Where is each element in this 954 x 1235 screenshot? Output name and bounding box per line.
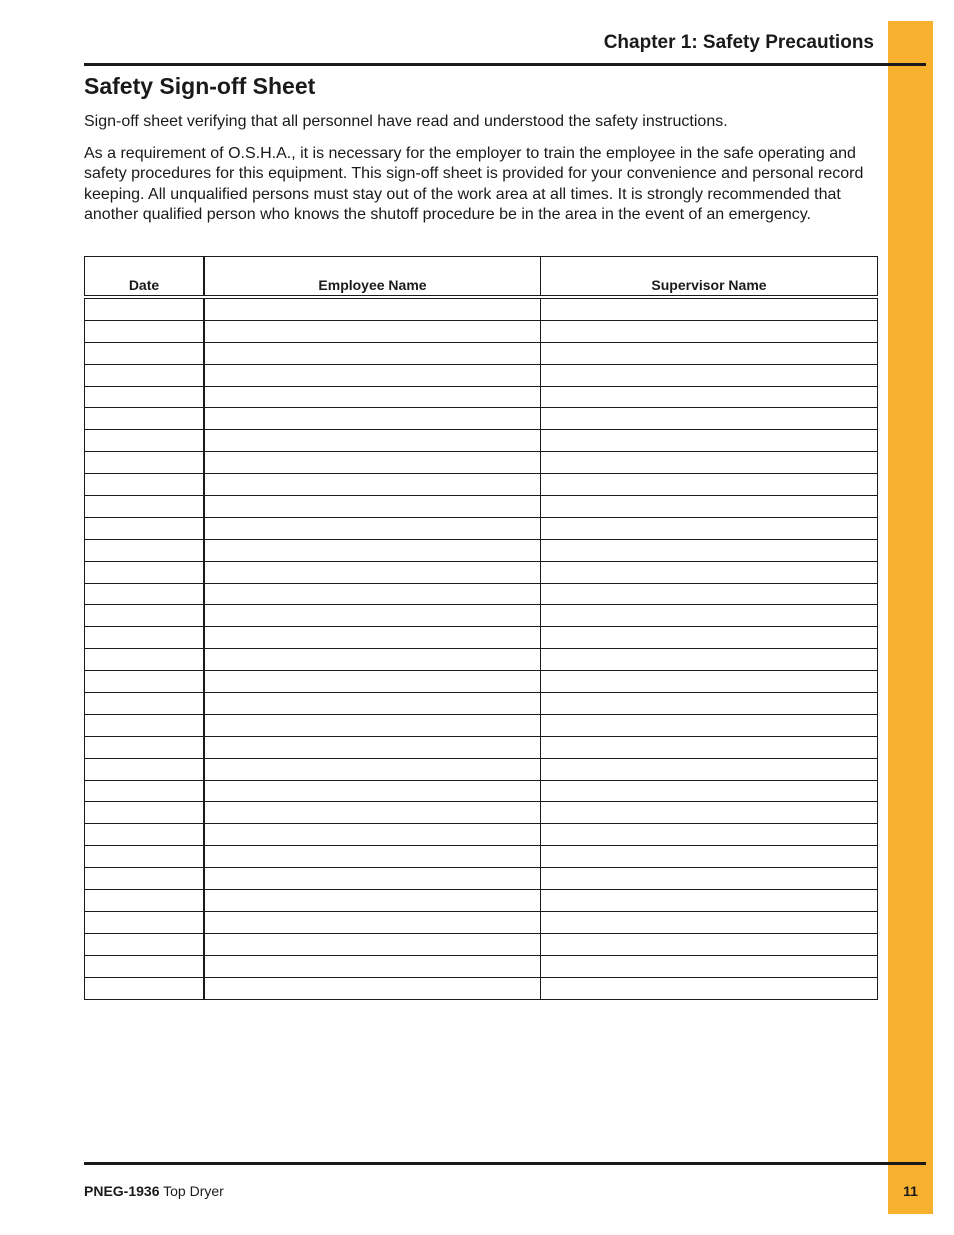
- supervisor-name-cell: [541, 561, 878, 583]
- date-cell: [85, 342, 205, 364]
- table-row: [85, 846, 878, 868]
- date-cell: [85, 671, 205, 693]
- employee-name-cell: [204, 693, 541, 715]
- supervisor-name-cell: [541, 320, 878, 342]
- table-row: [85, 452, 878, 474]
- supervisor-name-cell: [541, 517, 878, 539]
- employee-name-cell: [204, 408, 541, 430]
- employee-name-cell: [204, 868, 541, 890]
- footer-rule: [84, 1162, 926, 1165]
- date-cell: [85, 561, 205, 583]
- date-cell: [85, 802, 205, 824]
- table-row: [85, 561, 878, 583]
- employee-name-cell: [204, 627, 541, 649]
- intro-paragraph: Sign-off sheet verifying that all personnel have read and understood the safety instructions.: [84, 113, 728, 130]
- employee-name-cell: [204, 496, 541, 518]
- date-cell: [85, 824, 205, 846]
- table-row: [85, 802, 878, 824]
- table-row: [85, 605, 878, 627]
- date-cell: [85, 430, 205, 452]
- supervisor-name-cell: [541, 474, 878, 496]
- employee-name-cell: [204, 430, 541, 452]
- supervisor-name-cell: [541, 846, 878, 868]
- table-row: [85, 693, 878, 715]
- supervisor-name-cell: [541, 824, 878, 846]
- date-cell: [85, 714, 205, 736]
- table-row: [85, 496, 878, 518]
- footer-doc-code: PNEG-1936: [84, 1183, 160, 1199]
- employee-name-cell: [204, 649, 541, 671]
- column-header-employee-name: Employee Name: [204, 257, 541, 298]
- table-row: [85, 736, 878, 758]
- employee-name-cell: [204, 846, 541, 868]
- table-header-row: [85, 257, 878, 298]
- table-row: [85, 430, 878, 452]
- supervisor-name-cell: [541, 758, 878, 780]
- date-cell: [85, 496, 205, 518]
- date-cell: [85, 408, 205, 430]
- table-row: [85, 627, 878, 649]
- date-cell: [85, 977, 205, 999]
- signoff-table: [84, 256, 878, 1000]
- date-cell: [85, 517, 205, 539]
- table-row: [85, 758, 878, 780]
- table-row: [85, 955, 878, 977]
- date-cell: [85, 780, 205, 802]
- table-row: [85, 977, 878, 999]
- employee-name-cell: [204, 297, 541, 320]
- date-cell: [85, 605, 205, 627]
- column-header-supervisor-name: Supervisor Name: [541, 257, 878, 298]
- supervisor-name-cell: [541, 408, 878, 430]
- table-row: [85, 364, 878, 386]
- date-cell: [85, 320, 205, 342]
- header-rule: [84, 63, 926, 66]
- employee-name-cell: [204, 342, 541, 364]
- table-row: [85, 714, 878, 736]
- table-row: [85, 890, 878, 912]
- date-cell: [85, 933, 205, 955]
- osha-paragraph: As a requirement of O.S.H.A., it is necessary for the employer to train the employee in the safe operating and safety procedures for this equipment. This sign-off sheet is provided for your convenience and personal record keeping. All unqualified persons must stay out of the work area at all times. It is strongly recommended that another qualified person who knows the shutoff procedure be in the area in the event of an emergency.: [84, 145, 864, 223]
- supervisor-name-cell: [541, 693, 878, 715]
- table-row: [85, 342, 878, 364]
- date-cell: [85, 955, 205, 977]
- supervisor-name-cell: [541, 890, 878, 912]
- supervisor-name-cell: [541, 297, 878, 320]
- employee-name-cell: [204, 364, 541, 386]
- supervisor-name-cell: [541, 911, 878, 933]
- table-row: [85, 933, 878, 955]
- date-cell: [85, 297, 205, 320]
- date-cell: [85, 649, 205, 671]
- supervisor-name-cell: [541, 496, 878, 518]
- employee-name-cell: [204, 977, 541, 999]
- employee-name-cell: [204, 605, 541, 627]
- supervisor-name-cell: [541, 452, 878, 474]
- supervisor-name-cell: [541, 430, 878, 452]
- supervisor-name-cell: [541, 714, 878, 736]
- date-cell: [85, 627, 205, 649]
- supervisor-name-cell: [541, 342, 878, 364]
- supervisor-name-cell: [541, 649, 878, 671]
- employee-name-cell: [204, 714, 541, 736]
- supervisor-name-cell: [541, 955, 878, 977]
- employee-name-cell: [204, 320, 541, 342]
- employee-name-cell: [204, 736, 541, 758]
- table-row: [85, 911, 878, 933]
- table-row: [85, 780, 878, 802]
- date-cell: [85, 868, 205, 890]
- employee-name-cell: [204, 890, 541, 912]
- page-number: 11: [903, 1183, 918, 1199]
- date-cell: [85, 452, 205, 474]
- table-row: [85, 517, 878, 539]
- signoff-table-body: [85, 297, 878, 999]
- employee-name-cell: [204, 539, 541, 561]
- date-cell: [85, 539, 205, 561]
- employee-name-cell: [204, 561, 541, 583]
- table-row: [85, 583, 878, 605]
- date-cell: [85, 846, 205, 868]
- date-cell: [85, 583, 205, 605]
- footer-doc-name: Top Dryer: [163, 1183, 224, 1199]
- employee-name-cell: [204, 955, 541, 977]
- supervisor-name-cell: [541, 671, 878, 693]
- table-row: [85, 320, 878, 342]
- employee-name-cell: [204, 386, 541, 408]
- employee-name-cell: [204, 780, 541, 802]
- table-row: [85, 297, 878, 320]
- supervisor-name-cell: [541, 364, 878, 386]
- date-cell: [85, 736, 205, 758]
- employee-name-cell: [204, 824, 541, 846]
- employee-name-cell: [204, 758, 541, 780]
- date-cell: [85, 911, 205, 933]
- supervisor-name-cell: [541, 802, 878, 824]
- employee-name-cell: [204, 452, 541, 474]
- table-row: [85, 408, 878, 430]
- supervisor-name-cell: [541, 736, 878, 758]
- page-title: Safety Sign-off Sheet: [84, 73, 316, 99]
- supervisor-name-cell: [541, 583, 878, 605]
- supervisor-name-cell: [541, 780, 878, 802]
- chapter-side-tab: [888, 21, 933, 1214]
- supervisor-name-cell: [541, 933, 878, 955]
- supervisor-name-cell: [541, 386, 878, 408]
- date-cell: [85, 890, 205, 912]
- table-row: [85, 474, 878, 496]
- footer-document-id: [84, 1183, 224, 1200]
- employee-name-cell: [204, 583, 541, 605]
- supervisor-name-cell: [541, 539, 878, 561]
- table-row: [85, 386, 878, 408]
- supervisor-name-cell: [541, 868, 878, 890]
- table-row: [85, 649, 878, 671]
- employee-name-cell: [204, 933, 541, 955]
- supervisor-name-cell: [541, 605, 878, 627]
- table-row: [85, 824, 878, 846]
- table-row: [85, 671, 878, 693]
- employee-name-cell: [204, 474, 541, 496]
- date-cell: [85, 758, 205, 780]
- column-header-date: Date: [85, 257, 205, 298]
- table-row: [85, 539, 878, 561]
- date-cell: [85, 386, 205, 408]
- supervisor-name-cell: [541, 977, 878, 999]
- employee-name-cell: [204, 911, 541, 933]
- supervisor-name-cell: [541, 627, 878, 649]
- employee-name-cell: [204, 517, 541, 539]
- date-cell: [85, 474, 205, 496]
- chapter-header: Chapter 1: Safety Precautions: [603, 32, 874, 53]
- date-cell: [85, 364, 205, 386]
- date-cell: [85, 693, 205, 715]
- employee-name-cell: [204, 671, 541, 693]
- table-row: [85, 868, 878, 890]
- employee-name-cell: [204, 802, 541, 824]
